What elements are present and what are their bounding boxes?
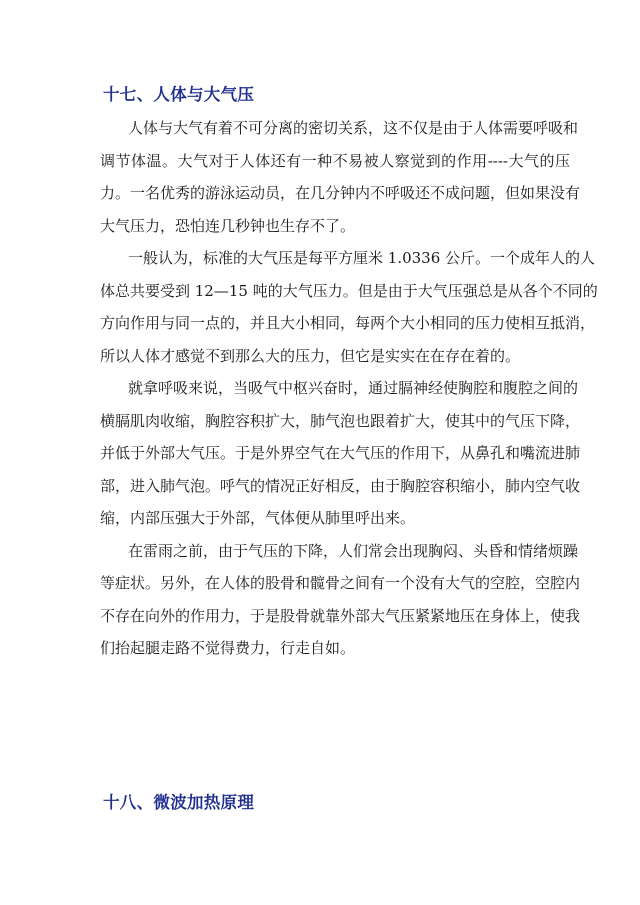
paragraph-line: 一般认为，标准的大气压是每平方厘米 1.0336 公斤。一个成年人的人 bbox=[128, 249, 596, 267]
paragraph-line: 横膈肌肉收缩，胸腔容积扩大，肺气泡也跟着扩大，使其中的气压下降， bbox=[100, 411, 581, 430]
paragraph-line: 体总共要受到 12—15 吨的大气压力。但是由于大气压强总是从各个不同的 bbox=[100, 281, 598, 300]
paragraph-line: 大气压力，恐怕连几秒钟也生存不了。 bbox=[100, 216, 356, 235]
section-heading-18: 十八、微波加热原理 bbox=[103, 793, 255, 812]
paragraph-line: 人体与大气有着不可分离的密切关系，这不仅是由于人体需要呼吸和 bbox=[128, 119, 579, 137]
paragraph-line: 们抬起腿走路不觉得费力，行走自如。 bbox=[100, 639, 356, 657]
paragraph-line: 不存在向外的作用力，于是股骨就靠外部大气压紧紧地压在身体上，使我 bbox=[100, 606, 581, 625]
paragraph-3 bbox=[100, 372, 581, 535]
paragraph-line: 在雷雨之前，由于气压的下降，人们常会出现胸闷、头昏和情绪烦躁 bbox=[128, 541, 579, 560]
paragraph-line: 力。一名优秀的游泳运动员，在几分钟内不呼吸还不成问题，但如果没有 bbox=[100, 184, 581, 202]
paragraph-line: 方向作用与同一点的，并且大小相同，每两个大小相同的压力使相互抵消， bbox=[100, 314, 596, 332]
paragraph-4 bbox=[100, 535, 581, 665]
paragraph-line: 并低于外部大气压。于是外界空气在大气压的作用下，从鼻孔和嘴流进肺 bbox=[100, 444, 581, 462]
paragraph-1 bbox=[100, 112, 581, 242]
paragraph-line: 部，进入肺气泡。呼气的情况正好相反，由于胸腔容积缩小，肺内空气收 bbox=[100, 476, 581, 495]
section-body-17 bbox=[100, 112, 598, 665]
paragraph-line: 所以人体才感觉不到那么大的压力，但它是实实在在存在着的。 bbox=[100, 346, 521, 365]
paragraph-2 bbox=[100, 242, 598, 372]
section-heading-17: 十七、人体与大气压 bbox=[103, 85, 255, 104]
paragraph-line: 就拿呼吸来说，当吸气中枢兴奋时，通过膈神经使胸腔和腹腔之间的 bbox=[128, 379, 579, 397]
paragraph-line: 缩，内部压强大于外部，气体便从肺里呼出来。 bbox=[100, 509, 416, 527]
paragraph-line: 调节体温。大气对于人体还有一种不易被人察觉到的作用----大气的压 bbox=[100, 151, 570, 170]
paragraph-line: 等症状。另外，在人体的股骨和髋骨之间有一个没有大气的空腔，空腔内 bbox=[100, 574, 581, 592]
